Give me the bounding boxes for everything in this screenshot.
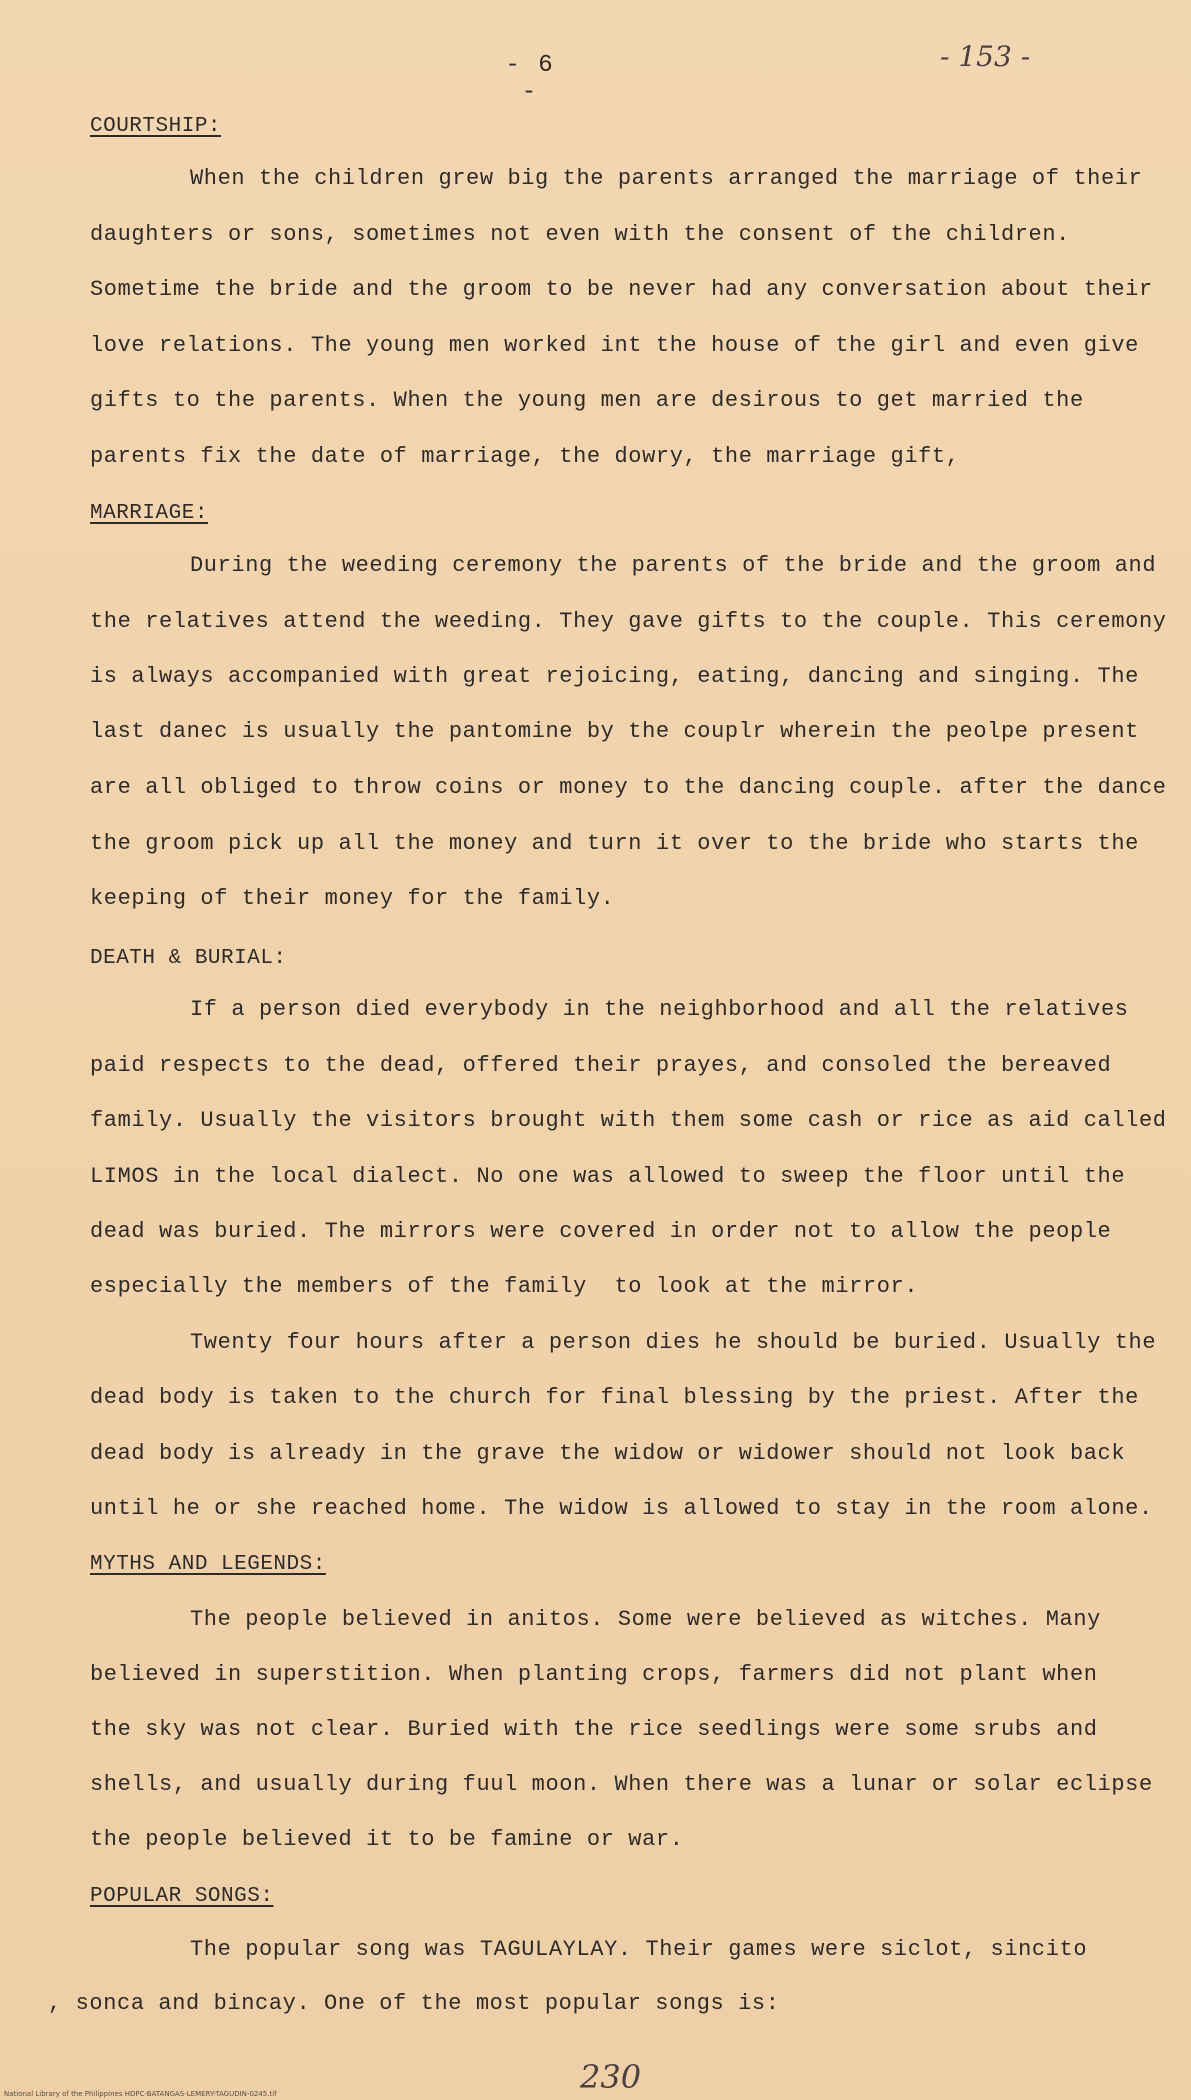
death-line-1: If a person died everybody in the neighborhood and all the relatives xyxy=(190,997,1129,1022)
marriage-line-3: is always accompanied with great rejoicing, eating, dancing and singing. The xyxy=(90,664,1139,689)
death-line-8: dead body is taken to the church for final blessing by the priest. After the xyxy=(90,1385,1139,1410)
marriage-line-1: During the weeding ceremony the parents of the bride and the groom and xyxy=(190,553,1157,578)
death-line-10: until he or she reached home. The widow is allowed to stay in the room alone. xyxy=(90,1496,1153,1521)
death-line-6: especially the members of the family to look at the mirror. xyxy=(90,1274,919,1299)
heading-marriage: MARRIAGE: xyxy=(90,502,208,525)
page-number: - 6 - xyxy=(505,52,555,106)
marriage-line-6: the groom pick up all the money and turn it over to the bride who starts the xyxy=(90,831,1139,856)
myths-line-3: the sky was not clear. Buried with the rice seedlings were some srubs and xyxy=(90,1717,1098,1742)
courtship-line-2: daughters or sons, sometimes not even with the consent of the children. xyxy=(90,222,1070,247)
myths-line-5: the people believed it to be famine or war. xyxy=(90,1827,684,1852)
heading-myths-legends: MYTHS AND LEGENDS: xyxy=(90,1553,326,1576)
heading-death-burial: DEATH & BURIAL: xyxy=(90,947,287,970)
myths-line-1: The people believed in anitos. Some were believed as witches. Many xyxy=(190,1607,1101,1632)
courtship-line-5: gifts to the parents. When the young men are desirous to get married the xyxy=(90,388,1084,413)
myths-line-4: shells, and usually during fuul moon. When there was a lunar or solar eclipse xyxy=(90,1772,1153,1797)
marriage-line-7: keeping of their money for the family. xyxy=(90,886,615,911)
myths-line-2: believed in superstition. When planting crops, farmers did not plant when xyxy=(90,1662,1098,1687)
heading-courtship: COURTSHIP: xyxy=(90,115,222,138)
archive-footer-note: National Library of the Philippines HDPC-BATANGAS-LEMERY-TAGUDIN-0245.tif xyxy=(4,2090,277,2098)
death-line-9: dead body is already in the grave the widow or widower should not look back xyxy=(90,1441,1126,1466)
death-line-3: family. Usually the visitors brought with them some cash or rice as aid called xyxy=(90,1108,1167,1133)
death-line-4: LIMOS in the local dialect. No one was allowed to sweep the floor until the xyxy=(90,1164,1126,1189)
courtship-line-3: Sometime the bride and the groom to be never had any conversation about their xyxy=(90,277,1153,302)
marriage-line-2: the relatives attend the weeding. They gave gifts to the couple. This ceremony xyxy=(90,609,1167,634)
courtship-line-6: parents fix the date of marriage, the dowry, the marriage gift, xyxy=(90,444,960,469)
death-line-2: paid respects to the dead, offered their prayes, and consoled the bereaved xyxy=(90,1053,1112,1078)
death-line-7: Twenty four hours after a person dies he should be buried. Usually the xyxy=(190,1330,1157,1355)
songs-line-2: , sonca and bincay. One of the most popular songs is: xyxy=(48,1991,780,2016)
death-line-5: dead was buried. The mirrors were covered in order not to allow the people xyxy=(90,1219,1112,1244)
marriage-line-4: last danec is usually the pantomine by the couplr wherein the peolpe present xyxy=(90,719,1139,744)
songs-line-1: The popular song was TAGULAYLAY. Their games were siclot, sincito xyxy=(190,1937,1088,1962)
marriage-line-5: are all obliged to throw coins or money to the dancing couple. after the dance xyxy=(90,775,1167,800)
handwritten-page-number: 230 xyxy=(580,2058,642,2096)
archive-number: - 153 - xyxy=(940,40,1031,73)
courtship-line-4: love relations. The young men worked int the house of the girl and even give xyxy=(90,333,1139,358)
heading-popular-songs: POPULAR SONGS: xyxy=(90,1885,274,1908)
courtship-line-1: When the children grew big the parents arranged the marriage of their xyxy=(190,166,1143,191)
